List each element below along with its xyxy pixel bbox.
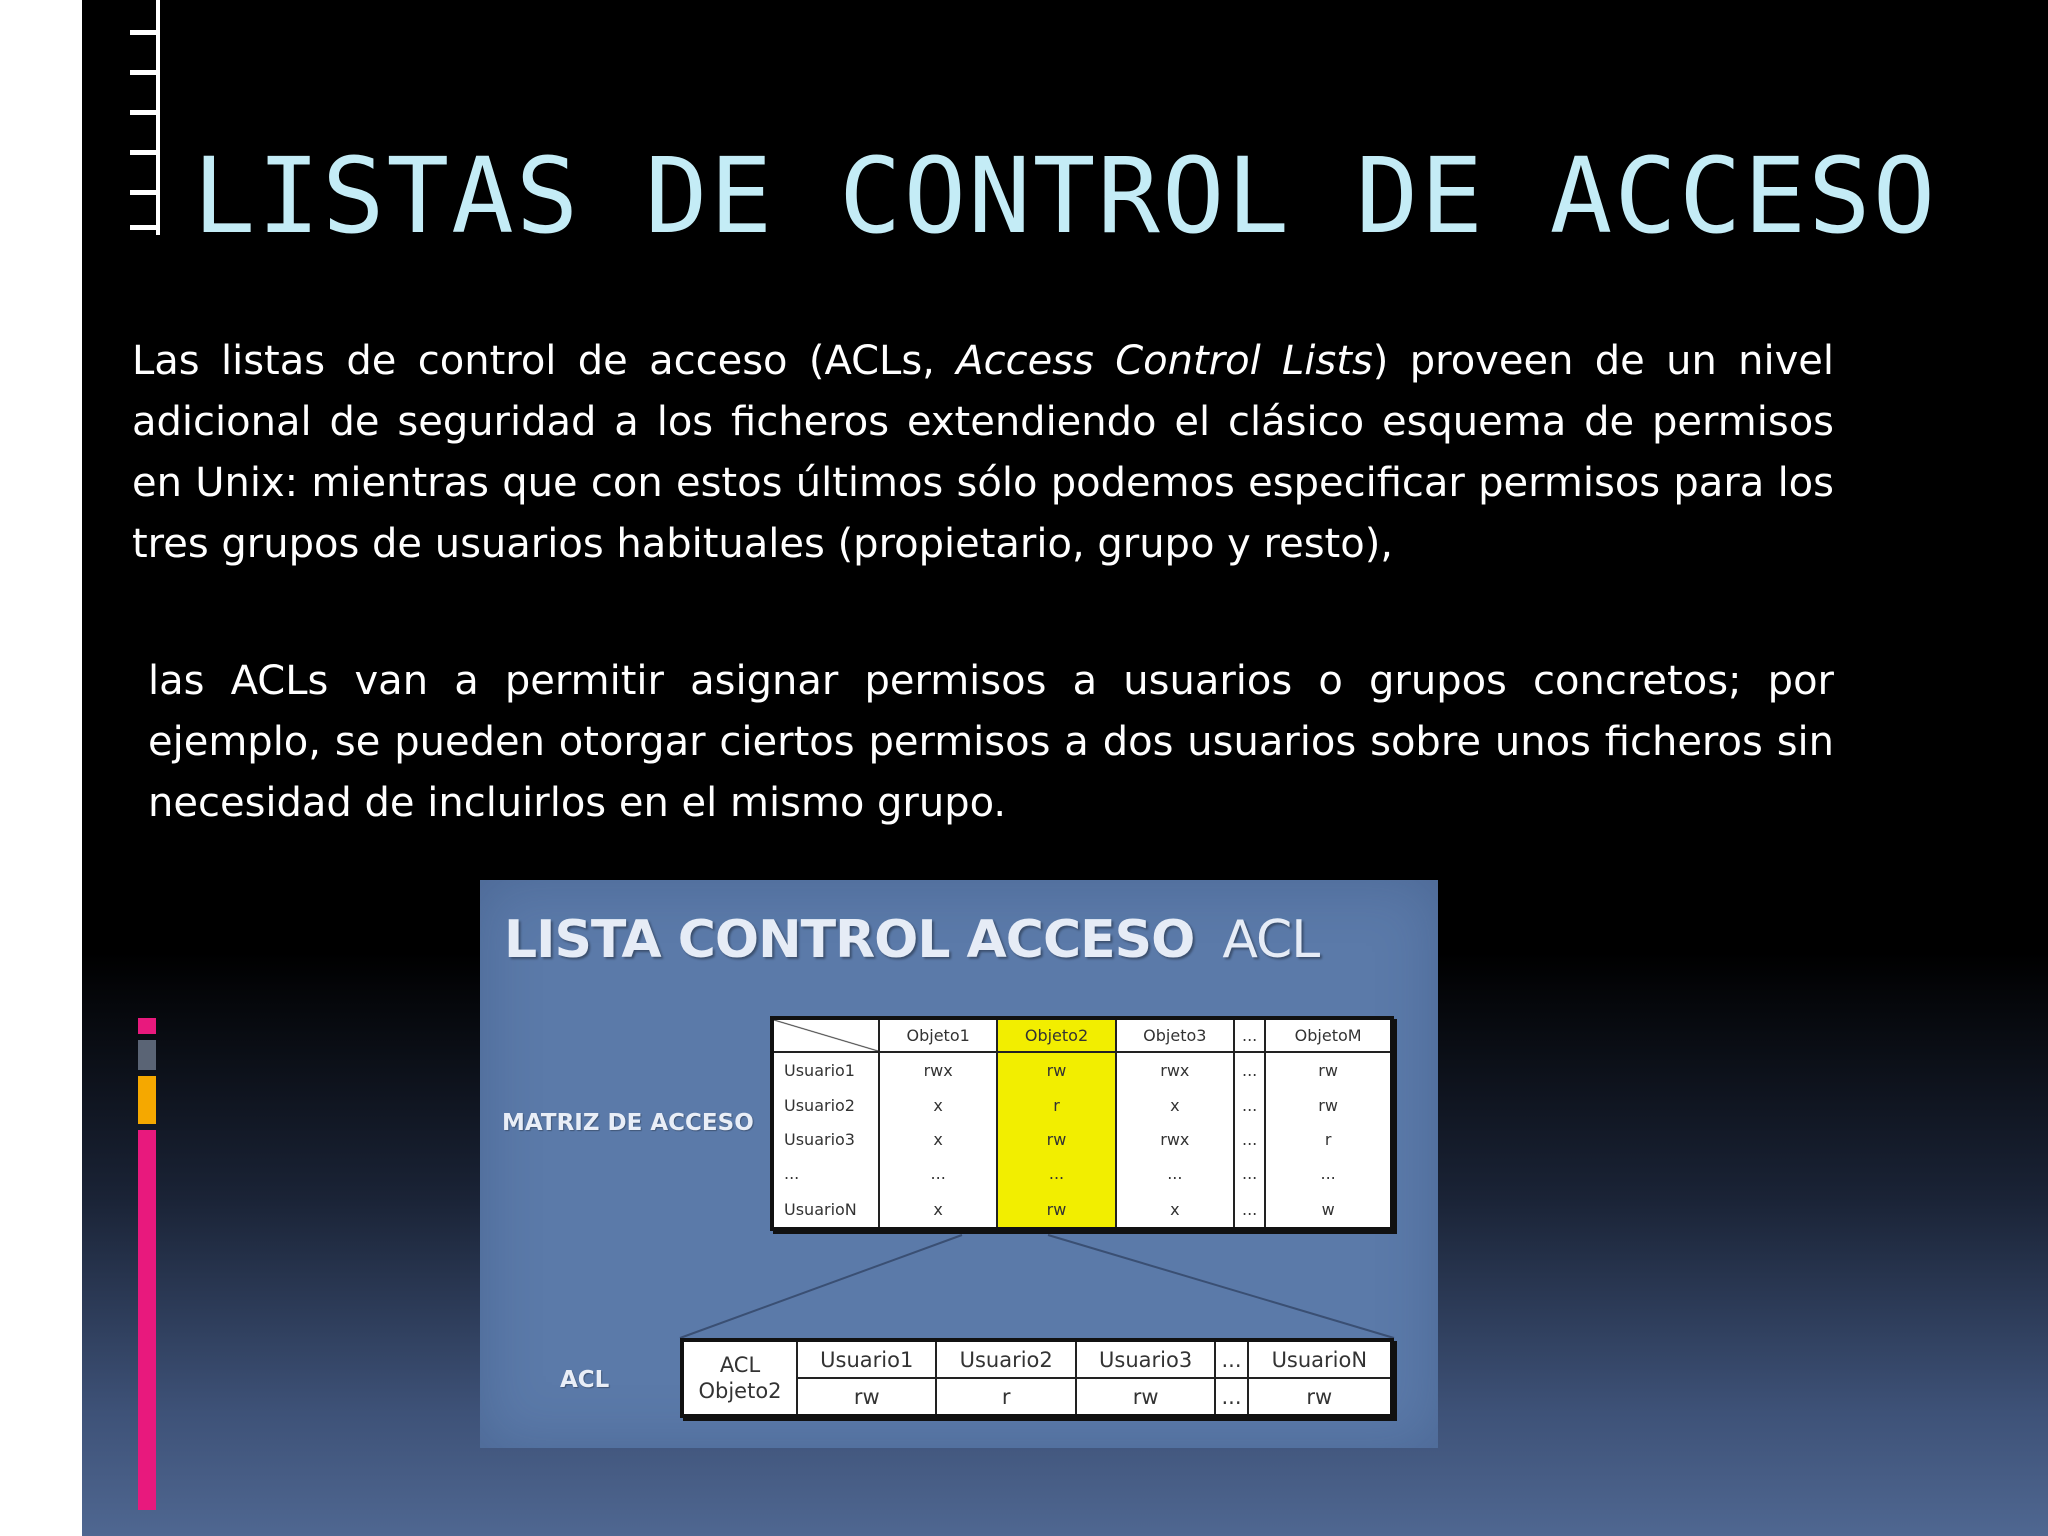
acl-label: ACL [560, 1367, 610, 1393]
paragraph-intro-italic: Access Control Lists [956, 338, 1373, 384]
matrix-corner-cell [772, 1018, 879, 1052]
acl-table [680, 1338, 1394, 1418]
matrix-cell: ... [997, 1157, 1115, 1191]
matrix-row [772, 1052, 1392, 1088]
matrix-cell: ... [1234, 1157, 1265, 1191]
accent-bar-orange [138, 1076, 156, 1124]
paragraph-acls: las ACLs van a permitir asignar permisos a usuarios o grupos concretos; por ejemplo, se pueden otorgar ciertos permisos a dos usuarios sobre unos ficheros sin necesidad de incluirlos en el mismo grupo. [148, 658, 1834, 826]
matrix-row-header: ... [772, 1157, 879, 1191]
matrix-row-header: Usuario2 [772, 1088, 879, 1122]
accent-bar-pink-top [138, 1018, 156, 1034]
matrix-cell: rw [997, 1052, 1115, 1088]
matrix-cell: rw [997, 1122, 1115, 1156]
matrix-col-header: Objeto1 [879, 1018, 997, 1052]
figure-title [504, 910, 1319, 970]
matrix-cell: rwx [1116, 1122, 1234, 1156]
paragraph-intro-rest: ) proveen de un nivel adicional de seguridad a los ficheros extendiendo el clásico esquema de permisos en Unix: mientras que con estos últimos sólo podemos especificar permisos para los tres grupos de usuarios habituales (propietario, grupo y resto), [132, 338, 1835, 567]
acl-col-header: ... [1215, 1340, 1247, 1378]
acl-value-cell: rw [1248, 1378, 1392, 1416]
matrix-cell: rw [997, 1191, 1115, 1229]
matrix-row [772, 1191, 1392, 1229]
matrix-cell: x [879, 1191, 997, 1229]
matrix-row [772, 1088, 1392, 1122]
paragraph-intro [132, 331, 1834, 575]
acl-value-cell: rw [1076, 1378, 1215, 1416]
acl-value-cell: ... [1215, 1378, 1247, 1416]
matrix-row-header: Usuario3 [772, 1122, 879, 1156]
matrix-col-header: ... [1234, 1018, 1265, 1052]
matrix-cell: ... [1234, 1191, 1265, 1229]
matrix-cell: r [1265, 1122, 1392, 1156]
matrix-cell: rw [1265, 1088, 1392, 1122]
matrix-cell: rwx [879, 1052, 997, 1088]
matrix-cell: ... [1116, 1157, 1234, 1191]
accent-bar-gray [138, 1040, 156, 1070]
acl-value-cell: r [936, 1378, 1075, 1416]
acl-header-object: Objeto2 [698, 1379, 782, 1403]
slide-title: LISTAS DE CONTROL DE ACCESO [192, 135, 1938, 257]
matrix-cell: x [1116, 1088, 1234, 1122]
matrix-cell: r [997, 1088, 1115, 1122]
figure-title-acl: ACL [1222, 910, 1320, 970]
matrix-label: MATRIZ DE ACCESO [502, 1110, 754, 1136]
matrix-row-header: UsuarioN [772, 1191, 879, 1229]
acl-col-header: UsuarioN [1248, 1340, 1392, 1378]
matrix-cell: x [879, 1122, 997, 1156]
matrix-row [772, 1157, 1392, 1191]
matrix-cell: ... [879, 1157, 997, 1191]
access-matrix-table [770, 1016, 1394, 1231]
matrix-row [772, 1122, 1392, 1156]
acl-col-header: Usuario1 [797, 1340, 936, 1378]
paragraph-intro-start: Las listas de control de acceso (ACLs, [132, 338, 957, 384]
matrix-cell: rw [1265, 1052, 1392, 1088]
acl-col-header: Usuario3 [1076, 1340, 1215, 1378]
matrix-col-header: Objeto3 [1116, 1018, 1234, 1052]
matrix-col-header: ObjetoM [1265, 1018, 1392, 1052]
acl-header-title: ACL [719, 1353, 761, 1377]
accent-bar-pink [138, 1130, 156, 1510]
matrix-cell: ... [1265, 1157, 1392, 1191]
matrix-cell: x [1116, 1191, 1234, 1229]
slide [82, 0, 2048, 1536]
acl-figure [480, 880, 1438, 1448]
matrix-cell: ... [1234, 1088, 1265, 1122]
matrix-cell: w [1265, 1191, 1392, 1229]
matrix-cell: ... [1234, 1122, 1265, 1156]
acl-header-cell [682, 1340, 797, 1416]
matrix-row-header: Usuario1 [772, 1052, 879, 1088]
acl-col-header: Usuario2 [936, 1340, 1075, 1378]
matrix-col-header-highlighted: Objeto2 [997, 1018, 1115, 1052]
matrix-cell: rwx [1116, 1052, 1234, 1088]
matrix-cell: x [879, 1088, 997, 1122]
acl-value-cell: rw [797, 1378, 936, 1416]
figure-title-main: LISTA CONTROL ACCESO [504, 910, 1195, 970]
matrix-cell: ... [1234, 1052, 1265, 1088]
